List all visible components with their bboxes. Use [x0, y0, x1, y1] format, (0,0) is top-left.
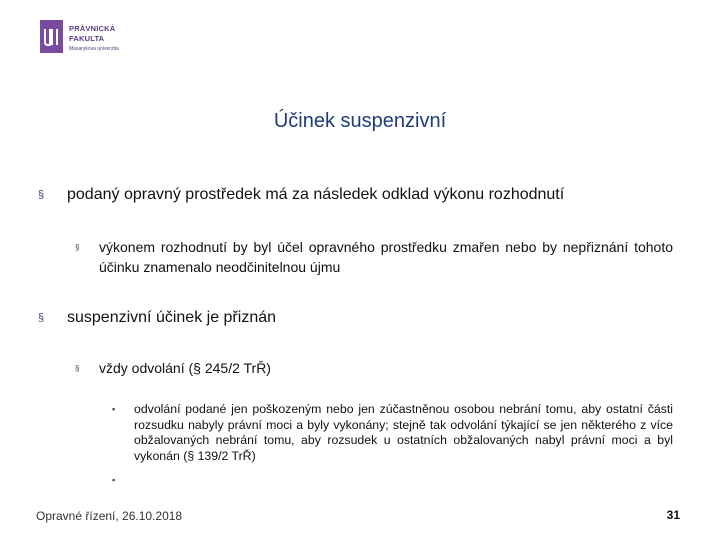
item-5: odvolání podané jen poškozeným nebo jen zúčastněnou osobou nebrání tomu, aby ostatní části rozsudku nabyly právní moci a byly vykonány; stejně tak odvolání týkající se jen některého z více obžalovaných nebrání tomu, aby rozsudek u ostatních obžalovaných nabyl právní moci a byl vykonán (§ 139/2 TrŘ) — [134, 402, 673, 463]
university-emblem-icon — [40, 20, 63, 53]
logo-line-3: Masarykova univerzita — [69, 46, 119, 52]
bullet-level-2: § — [75, 243, 80, 252]
page-number: 31 — [666, 508, 680, 522]
bullet-level-1: § — [38, 312, 45, 324]
item-3: suspenzivní účinek je přiznán — [67, 309, 277, 326]
bullet-level-3-empty: ▪ — [112, 475, 116, 485]
footer-text: Opravné řízení, 26.10.2018 — [36, 509, 183, 523]
logo-line-1: PRÁVNICKÁ — [69, 24, 116, 33]
bullet-level-1: § — [38, 189, 45, 201]
logo-line-2: FAKULTA — [69, 34, 105, 43]
bullet-level-3: ▪ — [112, 404, 116, 414]
bullet-level-2: § — [75, 364, 80, 373]
item-4: vždy odvolání (§ 245/2 TrŘ) — [99, 360, 271, 376]
faculty-logo — [40, 20, 160, 62]
slide-title: Účinek suspenzivní — [273, 110, 447, 132]
item-2: výkonem rozhodnutí by byl účel opravného prostředku zmařen nebo by nepřiznání tohoto účinku znamenalo neodčinitelnou újmu — [99, 239, 673, 275]
item-1: podaný opravný prostředek má za následek odklad výkonu rozhodnutí — [67, 186, 565, 203]
